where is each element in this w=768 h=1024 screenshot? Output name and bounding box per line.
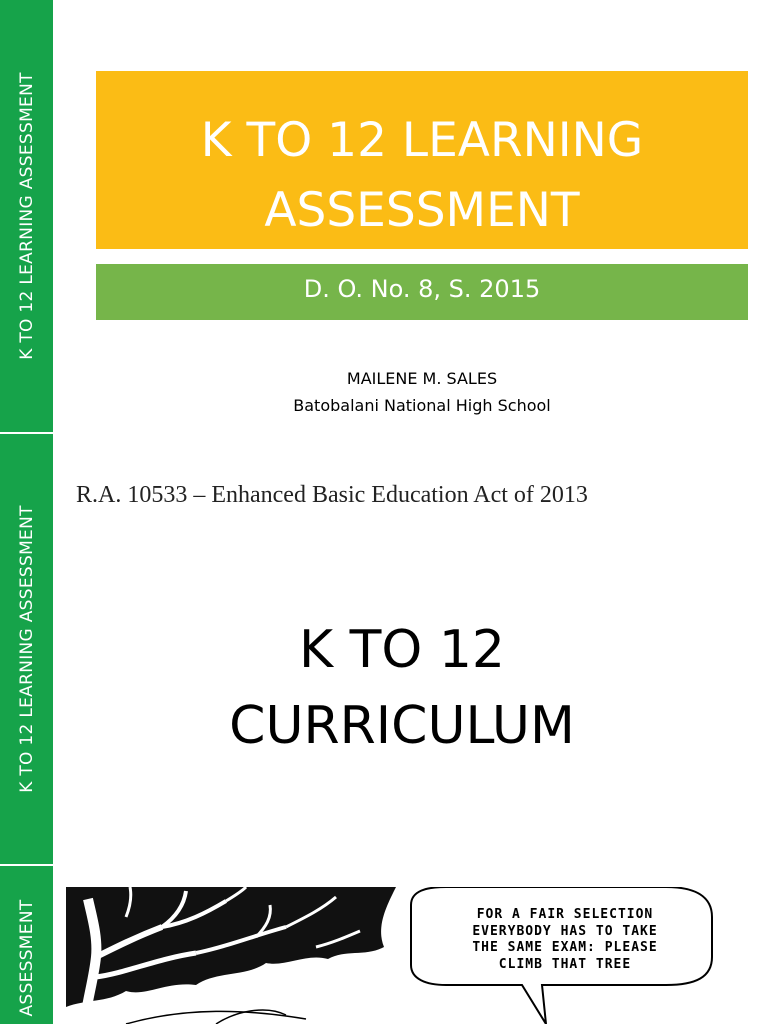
side-tab-label: ASSESSMENT <box>16 899 37 1017</box>
title-line-1: K TO 12 LEARNING <box>200 113 644 168</box>
author-name: MAILENE M. SALES <box>346 369 498 388</box>
side-tab-2 <box>0 434 53 864</box>
side-tab-label: K TO 12 LEARNING ASSESSMENT <box>16 72 37 360</box>
tree-cartoon-image <box>66 887 730 1024</box>
side-tab-label: K TO 12 LEARNING ASSESSMENT <box>16 505 37 793</box>
author-school: Batobalani National High School <box>293 396 551 415</box>
side-tab-3 <box>0 866 53 1024</box>
subtitle-text: D. O. No. 8, S. 2015 <box>303 275 541 303</box>
law-reference: R.A. 10533 – Enhanced Basic Education Act of 2013 <box>76 482 588 508</box>
curriculum-line-2: CURRICULUM <box>229 696 575 756</box>
speech-line-4: CLIMB THAT TREE <box>498 957 632 972</box>
subtitle-banner <box>96 264 748 320</box>
side-tab-1 <box>0 0 53 432</box>
speech-line-2: EVERYBODY HAS TO TAKE <box>472 924 658 939</box>
curriculum-line-1: K TO 12 <box>298 620 506 680</box>
title-banner <box>96 71 748 249</box>
title-line-2: ASSESSMENT <box>264 183 580 238</box>
speech-line-1: FOR A FAIR SELECTION <box>476 907 654 922</box>
speech-line-3: THE SAME EXAM: PLEASE <box>472 940 658 955</box>
